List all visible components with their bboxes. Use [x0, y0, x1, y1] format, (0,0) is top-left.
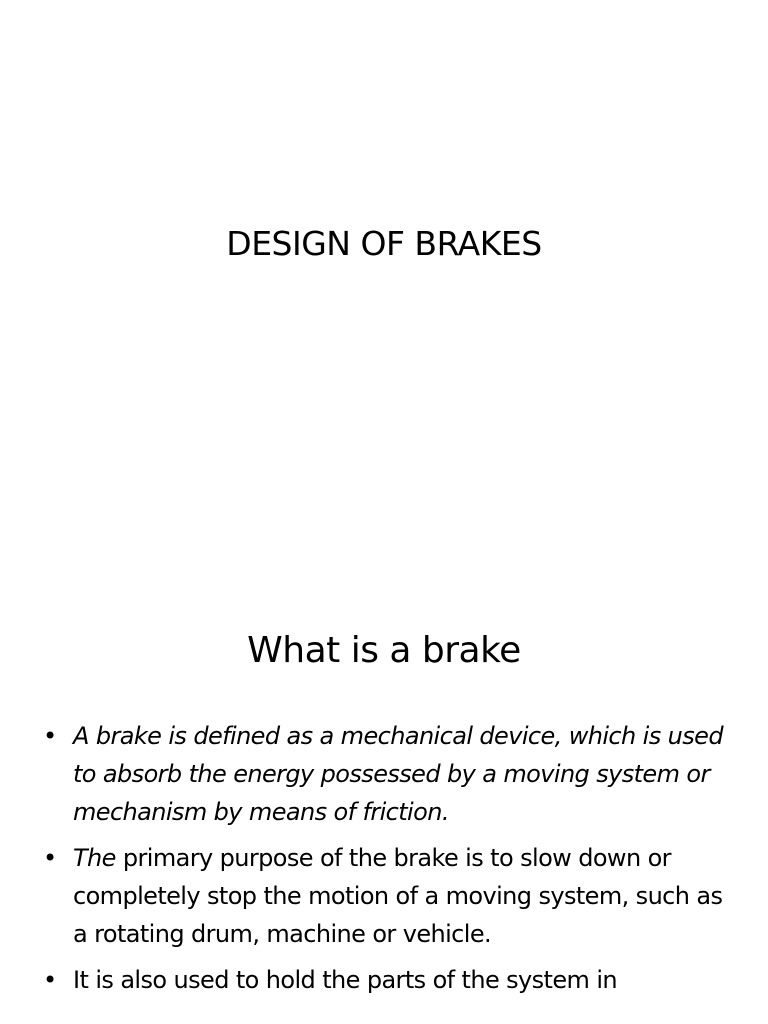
- presentation-title: DESIGN OF BRAKES: [226, 224, 542, 263]
- bullet-marker: •: [43, 844, 57, 872]
- bullet-marker: •: [43, 722, 57, 750]
- bullet-item: [38, 717, 738, 831]
- bullet-italic-text: A brake is defined as a mechanical device, which is used to absorb the energy possessed by a moving system or mechanism by means of friction.: [73, 722, 723, 826]
- bullet-text: primary purpose of the brake is to slow down or completely stop the motion of a moving system, such as a rotating drum, machine or vehicle.: [73, 844, 723, 948]
- bullet-item: [38, 961, 738, 999]
- slide-what-is-a-brake: [0, 576, 768, 1024]
- bullet-list: [38, 717, 738, 1007]
- bullet-item: [38, 839, 738, 953]
- slide-heading: What is a brake: [247, 630, 521, 671]
- bullet-marker: •: [43, 966, 57, 994]
- bullet-text: It is also used to hold the parts of the system in: [73, 966, 618, 994]
- bullet-italic-text: The: [73, 844, 116, 872]
